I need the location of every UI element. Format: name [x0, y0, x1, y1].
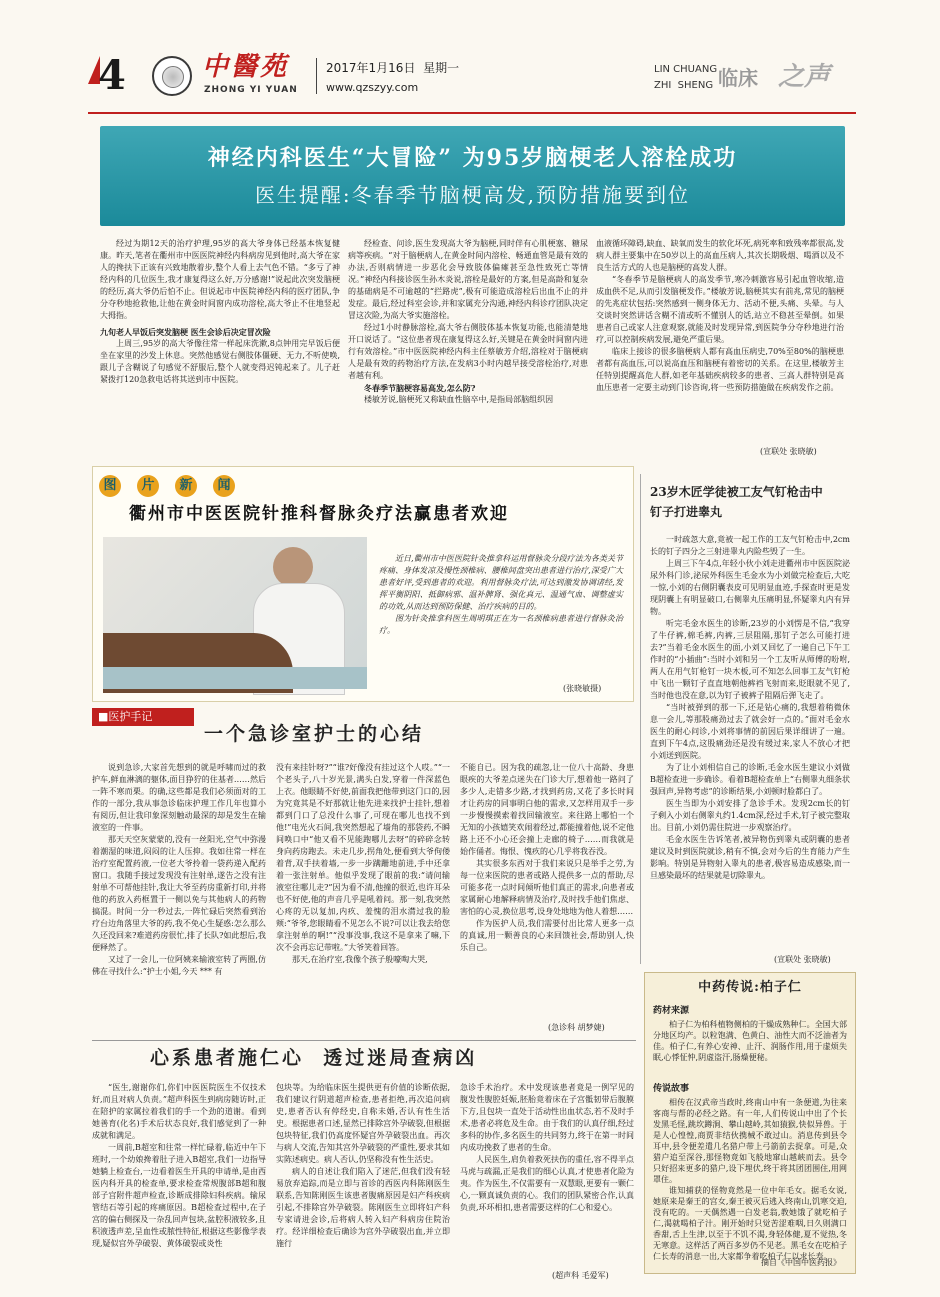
tcm-paragraph: 相传在汉武帝当政时,终南山中有一条便道,为往来客商与帮的必经之路。有一年,人们传说山中出了个长发黑毛怪,跳坎蹲涧、攀山越岭,其如猿猴,快似异兽。于是人心惶惶,商贾非结伙携械不敢过山。消息传到县令耳中,县令便差遣几名猎户带上弓箭前去捉拿。可是,众猎户追至深谷,那怪物竟如飞般地窜山越峡而去。县令只好招来更多的猎户,设下埋伏,终于将其团团围住,用网罩住。 [653, 1098, 847, 1184]
masthead-divider [316, 58, 317, 94]
lead-paragraph: 经过1小时静脉溶栓,高大爷右侧肢体基本恢复功能,也能清楚地开口说话了。“这位患者现在康复得这么好,关键是在黄金时间窗内进行有效溶栓。”市中医医院神经内科主任蔡敏芳介绍,溶栓对于脑梗病人是最有效的药物治疗方法,在发病3小时内越早接受溶栓治疗,对患者越有利。 [348, 323, 588, 380]
section-name-1: 临床 [718, 66, 758, 90]
brand-pinyin: ZHONG YI YUAN [204, 85, 298, 95]
section-pinyin-2: ZHI SHENG [654, 80, 714, 91]
lead-paragraph: 血液循环障碍,缺血、缺氧而发生的软化坏死,病死率和致残率都很高,发病人群主要集中在50岁以上的高血压病人,其次长期吸烟、喝酒以及不良生活方式的人也是脑梗的高发人群。 [596, 239, 844, 272]
photo-caption [379, 553, 623, 637]
nail-paragraph: 听完毛金水医生的诊断,23岁的小刘愣是不信,“我穿了牛仔裤,棉毛裤,内裤,三层阻隔,那钉子怎么可能打进去?”当着毛金水医生的面,小刘又回忆了一遍自己下午工作时的“小插曲”:当时小刘和另一个工友听从师傅的吩咐,两人在用气钉枪钉一块木板,可不知怎么回事工友气钉枪中飞出一颗钉子直直地朝他裤裆飞射而来,貶眼就不见了,当时他也没在意,以为钉子被裤子阻隔后弹飞走了。 [650, 619, 850, 700]
nurse-paragraph: 不能自已。因为我的疏忽,让一位八十高龄、身患眼疾的大爷差点迷失在门诊大厅,想着他一路问了多少人,走错多少路,才找到药房,又花了多长时间才让药房的同事明白他的需求,又怎样用双手一步一步慢慢摸索着找回输液室。来往路上哪怕一个无知的小孩嬉笑欢闹着经过,都能撞着他,说不定他路上还不小心还会撞上走廊的椅子……而我就是始作俑者。悔恨、愧疚的心几乎将我吞没。 [460, 763, 634, 856]
column-divider [640, 474, 641, 964]
photo-news-box [92, 466, 634, 702]
heart-paragraph: 人民医生,肩负着救死扶伤的重任,容不得半点马虎与疏漏,正是我们的细心认真,才使患者化险为夷。作为医生,不仅需要有一双慧眼,更要有一颗仁心,一颗真诚负责的心。我们的团队紧密合作,认真负责,环环相扣,患者需要这样的仁心和爱心。 [460, 1155, 634, 1212]
hospital-logo [152, 56, 192, 96]
heart-paragraph: 病人的自述让我们陷入了迷茫,但我们没有轻易放弃追踪,而是立即与首诊的西医内科陈刚医生联系,告知陈刚医生该患者腹痛原因是妇产科疾病引起,不排除宫外孕破裂。陈刚医生立即将妇产科专家请进会诊,后将病人转入妇产科病房住院治疗。经详细检查后确诊为宫外孕破裂出血,并立即施行 [276, 1167, 450, 1248]
lead-byline: (宣联处 张晓敏) [760, 447, 817, 456]
lead-subheading: 九旬老人早饭后突发脑梗 医生会诊后决定冒次险 [100, 327, 271, 337]
heart-col-1 [92, 1082, 266, 1278]
nail-byline: (宣联处 张晓敏) [774, 955, 831, 964]
nurse-paragraph: 没有来挂针呀?”“谁?好像没有挂过这个人哎。”“一个老头子,八十岁光景,满头白发,穿着一件深蓝色上衣。他眼睛不好使,前面我把他带到这门口的,因为究竟其是不好那就让他先进来找护士挂针,想着都到门口了总没什么事了,可现在哪儿也找不到他!”电光火石间,我突然想起了墙角的那袋药,不瞬间唤口中“他又看不见能跑哪儿去呀”的碎碎念转身向药房跑去。未走几步,拐角处,便看到大爷佝偻着背,双手扶着墙,一步一步蹒跚地前进,手中还拿着一张注射单。他似乎发现了眼前的我:“请问输液室往哪儿走?”因为看不清,他撞的很近,也许耳朵也不好使,他的声音几乎是吼着问。那一刻,我突然心疼的无以复加,内疚、羞愧的泪水潸过我的脸颊:“爷爷,您眼睛看不见怎么不说?可以让我去给您拿注射单的啊!”“没事没事,我这不是拿来了嘛,下次不会再忘记带啦。”大爷笑着回答。 [276, 763, 450, 952]
tcm-paragraph: 柏子仁为柏科植物侧柏的干燥成熟种仁。全国大部分地区均产。以粒饱满、色黄白、油性大而不泛油者为佳。柏子仁,有养心安神、止汗、润肠作用,用于虚烦失眠,心悸怔忡,阴虚盗汗,肠燥便秘。 [653, 1020, 847, 1062]
tcm-paragraph: 谁知捕获的怪物竟然是一位中年毛女。据毛女说,她原来是秦王的宫女,秦王被灭后逃入终南山,饥寒交迫,没有吃的。一天偶然遇一白发老翁,教她饿了就吃柏子仁,渴就喝柏子汁。刚开始时只觉苦涩难咽,日久则满口香甜,舌上生津,以至于不饥不渴,身轻体健,夏不觉热,冬无寒意。这样活了两百多岁仍不见老。黑毛女在吃柏子仁长寿的消息一出,大家都争着吃柏子仁以求长寿。 [653, 1186, 847, 1261]
photo-doctor [273, 547, 313, 587]
heart-byline: (超声科 毛爱军) [552, 1271, 609, 1280]
nurse-paragraph: 其实很多东西对于我们来说只是举手之劳,为每一位来医院的患者或路人提供多一点的帮助,尽可能多花一点时间倾听他们真正的需求,向患者或家属耐心地解释病情及治疗,及时找手他们焦虑、害怕的心灵,换位思考,设身处地地为他人着想…… [460, 859, 634, 916]
nail-paragraph: 毛金水医生告诉笔者,被异物伤到睾丸或阴囊的患者建议及时到医院就诊,稍有不慎,会对今后的生育能力产生影响。特别是异物射入睾丸的患者,极容易造成感染,而一旦感染最坏的结果就是切除睾丸。 [650, 835, 850, 880]
nail-paragraph: “当时被弹到的那一下,还是钻心痛的,我想着稍微休息一会儿,等那股痛劲过去了就会好一点的。”面对毛金水医生的耐心问诊,小刘将事情的前因后果详细讲了一遍。直到下午4点,这股痛劲还是没有缓过来,家人不放心才把小刘送到医院。 [650, 703, 850, 760]
lead-col-1 [100, 238, 340, 458]
brand-title: 中醫苑 [202, 52, 290, 82]
lead-subhead: 医生提醒:冬春季节脑梗高发,预防措施要到位 [254, 183, 691, 207]
caption-paragraph: 图为针灸推拿科医生周明琪正在为一名颈椎病患者进行督脉灸治疗。 [379, 614, 623, 635]
nail-paragraph: 医生当即为小刘安排了急诊手术。发现2cm长的钉子剩入小刘右侧睾丸约1.4cm深,经过手术,钉子被完整取出。目前,小刘仍需住院进一步观察治疗。 [650, 799, 850, 832]
lead-col-2 [348, 238, 588, 458]
nurse-paragraph: 那天,在治疗室,我像个孩子般嚎啕大哭, [292, 955, 428, 964]
tcm-legend-text [653, 1097, 847, 1261]
nurse-paragraph: 作为医护人员,我们需要付出比常人更多一点的真诚,用一颗善良的心来回馈社会,帮助别人,快乐自己。 [460, 919, 634, 952]
page-number: 4 [98, 52, 126, 99]
lead-paragraph: 上周三,95岁的高大爷像往常一样起床洗漱,8点钟用完早饭后便坐在家里的沙发上休息。突然他感觉右侧肢体僵硬、无力,不听使唤,跟儿子含糊说了句感觉不舒服后,整个人就变得迟钝起来了。儿子赶紧拨打120急救电话将其送到市中医院。 [100, 339, 340, 384]
tcm-source-credit: 摘自《中国中医药报》 [761, 1258, 841, 1267]
lead-paragraph: “冬春季节是脑梗病人的高发季节,寒冷刺激容易引起血管收缩,造成血供不足,从而引发脑梗发作。”楼敏芳说,脑梗其实有前兆,常见的脑梗的先兆症状包括:突然感到一侧身体无力、活动不便,头痛、头晕。与人交谈时突然讲话含糊不清或听不懂别人的话,站立不稳甚至晕倒。如果患者自己或家人注意观察,就能及时发现异常,到医院争分夺秒地进行治疗,可以控制疾病发展,避免严重后果。 [596, 275, 844, 344]
lead-headline: 神经内科医生“大冒险” 为95岁脑梗老人溶栓成功 [207, 145, 738, 171]
lead-paragraph: 经检查、问诊,医生发现高大爷为脑梗,同时伴有心肌梗塞、糖尿病等疾病。“对于脑梗病人,在黄金时间内溶栓、畅通血管是最有效的办法,否则病情进一步恶化会导致肢体偏瘫甚至急性致死亡等情况。”神经内科接诊医生孙木炎说,溶栓是最好的方案,但是高龄和复杂的基础病是不可逾越的“拦路虎”,极有可能造成溶栓后出血不止的并发症。最后,经过科室会诊,并和家属充分沟通,神经内科诊疗团队决定冒这次险,为高大爷实施溶栓。 [348, 239, 588, 320]
treatment-photo [103, 537, 367, 689]
nurse-paragraph: 那天天空灰蒙蒙的,没有一丝阳光,空气中弥漫着潮湿的味道,闷闷的让人压抑。我如往常一样在治疗室配置药液,一位老大爷拎着一袋药递入配药窗口。我随手接过发现没有注射单,遂告之没有注射单不可帮他挂针,我让大爷至药房重新打印,并将他的药放入药框置于一侧以免与其他病人的药物搞混。时间一分一秒过去,一阵忙碌后突然看到治疗台边角落里大爷的药,我不免心生疑惑:怎么那么久还没回来?难道药房很忙,排了长队?如此想后,我便释然了。 [92, 835, 266, 952]
nail-paragraph: 为了让小刘相信自己的诊断,毛金水医生建议小刘做B超检查进一步确诊。看着B超检查单上“右侧睾丸细条状强回声,异物考虑”的诊断结果,小刘顿时脸都白了。 [650, 763, 850, 796]
heart-paragraph: 一周前,B超室和往常一样忙碌着,临近中午下班时,一个幼娘搀着肚子进入B超室,我们一边指导她躺上检查台,一边看着医生开具的申请单,是由西医内科开具的检查单,要求检查常规腹部B超和腹部子宫附件超声检查,诊断成排除妇科疾病。输尿管结石等引起的疼痛原因。B超检查过程中,在子宫的偏右侧探及一杂乱回声包块,盆腔积液较多,且积液透声差,呈血性或脓性特征,根据这些影像学表现,疑似宫外孕破裂、黄体破裂或炎性 [92, 1143, 266, 1248]
section-pinyin-1: LIN CHUANG [654, 64, 718, 75]
nail-paragraph: 上周三下午4点,年轻小伙小刘走进衢州市中医医院泌尿外科门诊,泌尿外科医生毛金水为小刘做完检查后,大吃一惊,小刘的右侧阴囊表皮可见明显血迹,手探查时更是发现阴囊上有明显破口,右侧睾丸压痛明显,怀疑睾丸内有异物。 [650, 559, 850, 616]
lead-subheading: 冬春季节脑梗容易高发,怎么防? [364, 383, 476, 393]
lead-col-3 [596, 238, 844, 458]
photo-news-headline: 衢州市中医医院针推科督脉灸疗法赢患者欢迎 [129, 504, 509, 524]
photo-news-label [99, 475, 239, 497]
nurse-headline: 一个急诊室护士的心结 [204, 723, 425, 745]
nurse-col-3 [460, 762, 634, 1020]
caption-paragraph: 近日,衢州市中医医院针灸推拿科运用督脉灸分段疗法为各类关节疼痛、身体发凉及慢性颈椎病、腰椎间盘突出患者进行治疗,深受广大患者好评,受到患者的欢迎。利用督脉灸疗法,可达到激发协调诸经,发挥平衡阴阳、抵御病邪、温补脾肾、强化真元、温通气血、调整虚实的功效,从而达到预防保健、治疗疾病的目的。 [379, 554, 623, 611]
issue-date: 2017年1月16日 星期一 [326, 61, 460, 75]
nurse-col-1 [92, 762, 266, 1020]
photo-bed [103, 667, 367, 689]
tcm-headline: 中药传说:柏子仁 [698, 980, 802, 995]
section-rule [92, 1040, 636, 1041]
nail-headline-2: 钉子打进睾丸 [650, 505, 723, 519]
lead-banner [100, 126, 845, 226]
photo-byline: (张晓敏摄) [563, 684, 602, 693]
lead-paragraph: 经过为期12天的治疗护理,95岁的高大爷身体已经基本恢复健康。昨天,笔者在衢州市中医医院神经内科病房见到他时,高大爷在家人的搀扶下正该有兴致地散着步,整个人看上去气色不错。“多亏了神经内科的几位医生,我才康复得这么好,万分感谢!”说起此次突发脑梗的经历,高大爷仍后怕不止。但说起市中医院神经内科的医疗团队,争分夺秒地抢救他,让他在黄金时间窗内成功溶栓,高大爷止不住地竖起大拇指。 [100, 239, 340, 320]
section-name-2: 之声 [778, 62, 831, 92]
heart-headline: 心系患者施仁心 透过迷局查病凶 [150, 1047, 478, 1069]
heart-paragraph: 急诊手术治疗。术中发现该患者竟是一例罕见的腹发性腹腔妊娠,胚胎竟着床在子宫骶韧带后腹膜下方,且包块一直处于活动性出血状态,若不及时手术,患者必将危及生命。由于我们的认真仔细,经过多科的协作,多名医生的共同努力,终于在第一时间内成功挽救了患者的生命。 [460, 1083, 634, 1152]
nurse-paragraph: 说到急诊,大家首先想到的就是呼啸而过的救护车,鲜血淋漓的躯体,面目狰狞的住基者……然后一阵不寒而栗。的确,这些都是我们必须面对的工作的一部分,我从事急诊临床护理工作几年也算小有阅历,但让我印象深刻触动最深的却是发生在输液室的一件事。 [92, 763, 266, 832]
label-char: 片 [137, 475, 159, 497]
tcm-source-heading: 药材来源 [653, 1006, 690, 1016]
nurse-col-2 [276, 762, 450, 1020]
nurse-tag: ■医护手记 [92, 708, 194, 726]
label-char: 图 [99, 475, 121, 497]
heart-paragraph: “医生,谢谢你们,你们中医医院医生不仅技术好,而且对病人负责。”超声科医生到病房随访时,正在陪护的家属拉着我们的手一个劲的道谢。看到她善育(化名)手术后状态良好,我们感觉到了一种成就和满足。 [92, 1083, 266, 1140]
nurse-tag-label: 医护手记 [108, 710, 153, 723]
nail-headline-1: 23岁木匠学徒被工友气钉枪击中 [650, 485, 823, 499]
heart-paragraph: 包块等。为给临床医生提供更有价值的诊断依据,我们建议行阴道超声检查,患者拒绝,再次追问病史,患者否认有停经史,自称未婚,否认有性生活史。根据患者口述,显然已排除宫外孕破裂,但根据包块特征,我们仍高度怀疑宫外孕破裂出血。再次与病人交流,告知其宫外孕破裂的严重性,要求其如实陈述病史。病人否认,仍坚称没有性生活史。 [276, 1083, 450, 1164]
heart-col-2 [276, 1082, 450, 1278]
masthead-rule [88, 112, 856, 114]
tcm-legend-box [644, 972, 856, 1274]
label-char: 闻 [213, 475, 235, 497]
lead-paragraph: 临床上接诊的很多脑梗病人都有高血压病史,70%至80%的脑梗患者都有高血压,可以说高血压和脑梗有着密切的关系。在这里,楼敏芳主任特别提醒高危人群,如老年基础疾病较多的患者、三高人群特别是高血压患者一定要主动到门诊咨询,将一些预防措施做在疾病发作之前。 [596, 347, 844, 392]
nail-body [650, 534, 850, 954]
tcm-source-text [653, 1019, 847, 1063]
nurse-paragraph: 又过了一会儿,一位阿姨来输液室转了两圈,仿佛在寻找什么:“护士小姐,今天 *** 有 [92, 955, 266, 976]
heart-col-3 [460, 1082, 634, 1278]
tcm-legend-heading: 传说故事 [653, 1084, 690, 1094]
website: www.qzszyy.com [326, 81, 419, 94]
nail-paragraph: 一时疏忽大意,竟被一起工作的工友气钉枪击中,2cm长的钉子四分之三射进睾丸内险些毁了一生。 [650, 535, 850, 556]
nurse-byline: (急诊科 胡梦婕) [548, 1023, 605, 1032]
label-char: 新 [175, 475, 197, 497]
masthead [88, 52, 858, 110]
lead-paragraph: 楼敏芳说,脑梗死又称缺血性脑卒中,是指局部脑组织因 [364, 395, 554, 404]
